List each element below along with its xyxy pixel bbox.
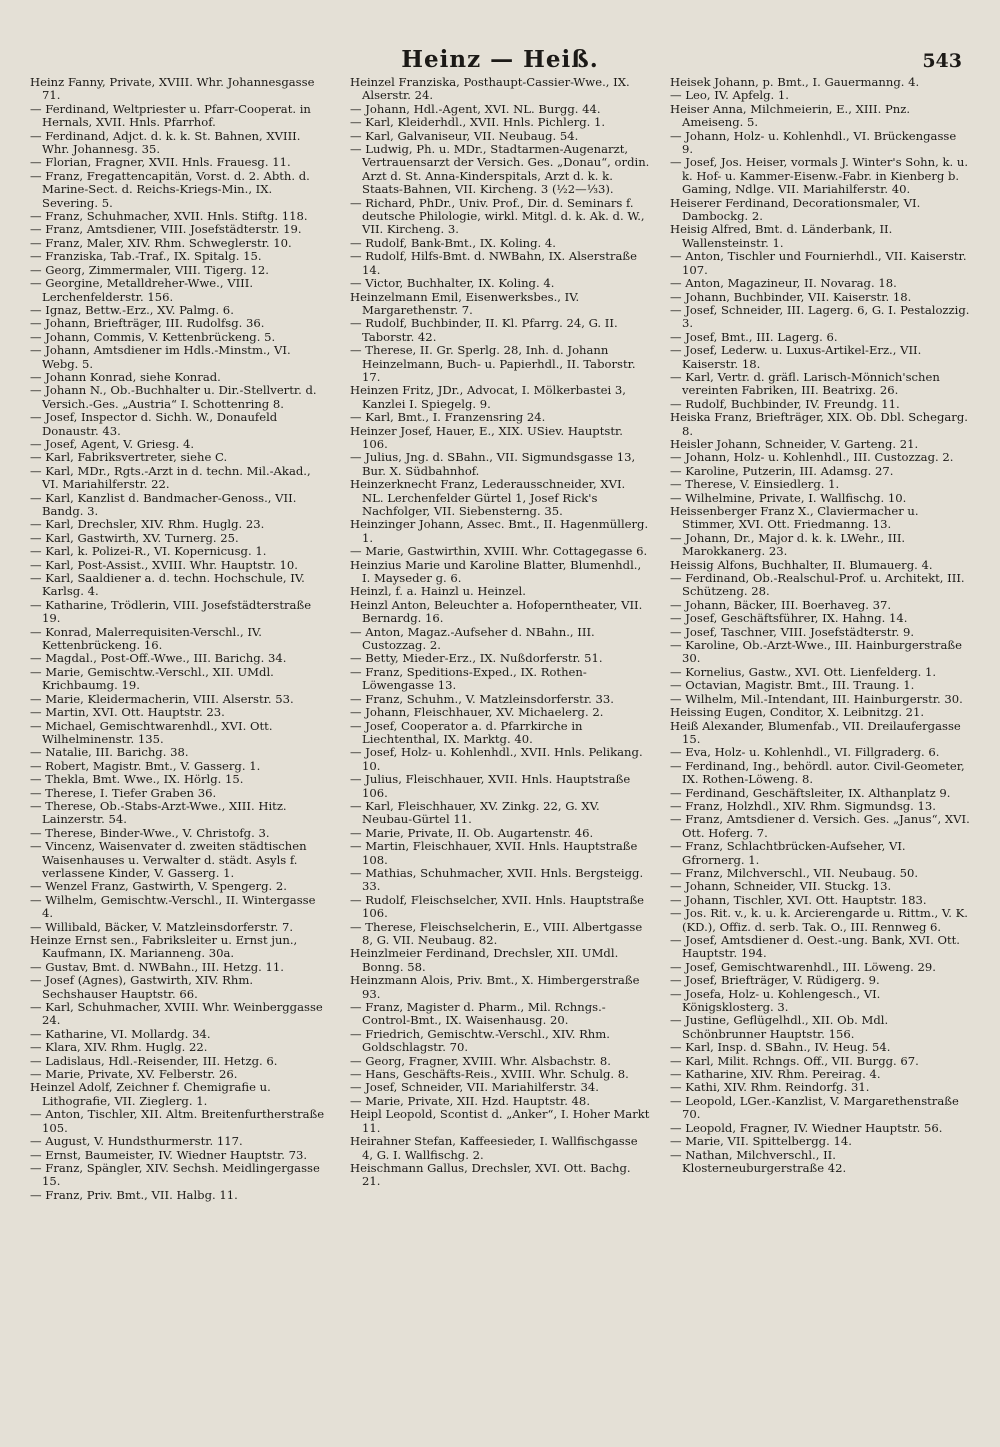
directory-entry: — Ernst, Baumeister, IV. Wiedner Hauptstr. 73. <box>30 1147 308 1162</box>
directory-entry: — Ferdinand, Ing., behördl. autor. Civil-Geometer, IX. Rothen-Löweng. 8. <box>670 758 965 787</box>
directory-entry: — Johann, Buchbinder, VII. Kaiserstr. 18. <box>670 289 912 304</box>
directory-entry: — Wenzel Franz, Gastwirth, V. Spengerg. 2. <box>30 879 287 894</box>
directory-entry: Heisek Johann, p. Bmt., I. Gauermanng. 4. <box>670 76 920 89</box>
directory-entry: Heinzer Josef, Hauer, E., XIX. USiev. Hauptstr. 106. <box>350 423 623 451</box>
directory-entry: Heirahner Stefan, Kaffeesieder, I. Wallfischgasse 4, G. I. Wallfischg. 2. <box>350 1134 638 1162</box>
directory-entry: — Josef, Holz- u. Kohlenhdl., XVII. Hnls. Pelikang. 10. <box>350 745 643 773</box>
directory-entry: — Michael, Gemischtwarenhdl., XVI. Ott. Wilhelminenstr. 135. <box>30 718 273 746</box>
directory-entry: — Franz, Fregattencapitän, Vorst. d. 2. Abth. d. Marine-Sect. d. Reichs-Kriegs-Min., IX. Severing. 5. <box>30 168 310 210</box>
directory-entry: — August, V. Hundsthurmerstr. 117. <box>30 1134 243 1149</box>
directory-entry: — Johann, Dr., Major d. k. k. LWehr., III. Marokkanerg. 23. <box>670 530 906 559</box>
directory-entry: — Johann, Fleischhauer, XV. Michaelerg. 2. <box>350 705 604 720</box>
directory-entry: — Wilhelm, Gemischtw.-Verschl., II. Wintergasse 4. <box>30 892 316 921</box>
directory-entry: Heinzlmeier Ferdinand, Drechsler, XII. UMdl. Bonng. 58. <box>350 946 619 974</box>
directory-entry: — Marie, Gemischtw.-Verschl., XII. UMdl. Krichbaumg. 19. <box>30 664 274 693</box>
directory-entry: — Marie, Gastwirthin, XVIII. Whr. Cottagegasse 6. <box>350 544 648 559</box>
directory-entry: — Leopold, Fragner, IV. Wiedner Hauptstr. 56. <box>670 1120 943 1135</box>
directory-entry: — Gustav, Bmt. d. NWBahn., III. Hetzg. 11. <box>30 959 284 974</box>
directory-entry: — Anton, Tischler und Fournierhdl., VII. Kaiserstr. 107. <box>670 249 967 277</box>
directory-entry: — Marie, Private, XV. Felberstr. 26. <box>30 1067 238 1082</box>
directory-entry: — Magdal., Post-Off.-Wwe., III. Barichg. 34. <box>30 651 287 666</box>
directory-entry: — Rudolf, Fleischselcher, XVII. Hnls. Hauptstraße 106. <box>350 892 645 921</box>
directory-entry: — Johann, Holz- u. Kohlenhdl., VI. Brückengasse 9. <box>670 128 957 157</box>
directory-entry: — Johann, Hdl.-Agent, XVI. NL. Burgg. 44. <box>350 101 601 116</box>
directory-entry: — Franz, Speditions-Exped., IX. Rothen-Löwengasse 13. <box>350 664 587 693</box>
directory-entry: — Franz, Spängler, XIV. Sechsh. Meidlingergasse 15. <box>30 1160 320 1189</box>
directory-entry: — Eva, Holz- u. Kohlenhdl., VI. Fillgraderg. 6. <box>670 745 940 760</box>
directory-entry: — Ferdinand, Ob.-Realschul-Prof. u. Architekt, III. Schützeng. 28. <box>670 571 965 599</box>
directory-entry: — Josef, Gemischtwarenhdl., III. Löweng. 29. <box>670 959 936 974</box>
directory-entry: — Mathias, Schuhmacher, XVII. Hnls. Bergsteigg. 33. <box>350 865 644 894</box>
directory-entry: — Thekla, Bmt. Wwe., IX. Hörlg. 15. <box>30 772 244 787</box>
column-left <box>30 76 330 1441</box>
directory-entry: — Karl, Milit. Rchngs. Off., VII. Burgg. 67. <box>670 1053 919 1068</box>
directory-entry: — Georg, Fragner, XVIII. Whr. Alsbachstr. 8. <box>350 1053 611 1068</box>
directory-entry: — Rudolf, Hilfs-Bmt. d. NWBahn, IX. Alserstraße 14. <box>350 249 637 277</box>
directory-entry: Heinzinger Johann, Assec. Bmt., II. Hagenmüllerg. 1. <box>350 517 649 545</box>
directory-entry: — Josef, Briefträger, V. Rüdigerg. 9. <box>670 973 880 988</box>
directory-entry: Heiß Alexander, Blumenfab., VII. Dreilaufergasse 15. <box>670 718 961 746</box>
directory-entry: — Natalie, III. Barichg. 38. <box>30 745 189 760</box>
column-right <box>670 76 970 1441</box>
directory-entry: — Karl, Fleischhauer, XV. Zinkg. 22, G. XV. Neubau-Gürtel 11. <box>350 798 600 827</box>
directory-entry: — Katharine, Trödlerin, VIII. Josefstädterstraße 19. <box>30 597 312 626</box>
directory-entry: — Richard, PhDr., Univ. Prof., Dir. d. Seminars f. deutsche Philologie, wirkl. Mitgl. d. k. Ak. d. W., VII. Kircheng. 3. <box>350 195 645 237</box>
directory-entry: — Franz, Magister d. Pharm., Mil. Rchngs.-Control-Bmt., IX. Waisenhausg. 20. <box>350 1000 606 1028</box>
directory-entry: Heipl Leopold, Scontist d. „Anker“, I. Hoher Markt 11. <box>350 1107 650 1135</box>
directory-entry: — Karl, Galvaniseur, VII. Neubaug. 54. <box>350 128 579 143</box>
directory-entry: — Martin, XVI. Ott. Hauptstr. 23. <box>30 705 225 720</box>
directory-entry: — Franz, Holzhdl., XIV. Rhm. Sigmundsg. 13. <box>670 798 936 813</box>
directory-entry: Heinzius Marie und Karoline Blatter, Blumenhdl., I. Mayseder g. 6. <box>350 557 642 586</box>
running-title: Heinz — Heiß. <box>401 46 599 73</box>
directory-entry: — Friedrich, Gemischtw.-Verschl., XIV. Rhm. Goldschlagstr. 70. <box>350 1026 610 1055</box>
directory-entry: — Karl, Kleiderhdl., XVII. Hnls. Pichlerg. 1. <box>350 115 606 130</box>
directory-entry: — Octavian, Magistr. Bmt., III. Traung. 1. <box>670 678 915 693</box>
directory-entry: Heinze Ernst sen., Fabriksleiter u. Ernst jun., Kaufmann, IX. Marianneng. 30a. <box>30 933 298 961</box>
directory-entry: — Karoline, Putzerin, III. Adamsg. 27. <box>670 463 894 478</box>
directory-entry: — Vincenz, Waisenvater d. zweiten städtischen Waisenhauses u. Verwalter d. städt. Asyls f. verlassene Kinder, V. Gasserg. 1. <box>30 839 307 880</box>
directory-entry: Heisler Johann, Schneider, V. Garteng. 21. <box>670 436 919 451</box>
directory-entry: — Karl, MDr., Rgts.-Arzt in d. techn. Mil.-Akad., VI. Mariahilferstr. 22. <box>30 463 311 492</box>
directory-entry: Heinz Fanny, Private, XVIII. Whr. Johannesgasse 71. <box>30 76 315 103</box>
directory-entry: — Julius, Jng. d. SBahn., VII. Sigmundsgasse 13, Bur. X. Südbahnhof. <box>350 450 636 478</box>
directory-entry: — Josef, Jos. Heiser, vormals J. Winter's Sohn, k. u. k. Hof- u. Kammer-Eisenw.-Fabr. in Kienberg b. Gaming, Ndlge. VII. Mariahilferstr. 40. <box>670 155 969 197</box>
directory-entry: — Katharine, VI. Mollardg. 34. <box>30 1026 211 1041</box>
directory-entry: — Wilhelmine, Private, I. Wallfischg. 10. <box>670 490 907 505</box>
directory-entry: — Josef, Schneider, III. Lagerg. 6, G. I. Pestalozzig. 3. <box>670 302 970 331</box>
directory-entry: — Marie, Private, XII. Hzd. Hauptstr. 48. <box>350 1093 590 1108</box>
directory-entry: — Johann, Holz- u. Kohlenhdl., III. Custozzag. 2. <box>670 450 954 465</box>
directory-entry: — Karl, Insp. d. SBahn., IV. Heug. 54. <box>670 1040 891 1055</box>
directory-entry: — Josef, Inspector d. Sichh. W., Donaufeld Donaustr. 43. <box>30 410 278 438</box>
directory-entry: — Justine, Geflügelhdl., XII. Ob. Mdl. Schönbrunner Hauptstr. 156. <box>670 1013 889 1041</box>
directory-entry: — Karl, Bmt., I. Franzensring 24. <box>350 410 546 425</box>
directory-entry: — Johann N., Ob.-Buchhalter u. Dir.-Stellvertr. d. Versich.-Ges. „Austria“ I. Schottenring 8. <box>30 383 317 411</box>
directory-entry: — Marie, Kleidermacherin, VIII. Alserstr. 53. <box>30 691 294 706</box>
directory-entry: — Willibald, Bäcker, V. Matzleinsdorferstr. 7. <box>30 919 294 934</box>
directory-entry: — Johann, Commis, V. Kettenbrückeng. 5. <box>30 329 276 344</box>
directory-entry: — Florian, Fragner, XVII. Hnls. Frauesg. 11. <box>30 155 291 170</box>
directory-entry: — Jos. Rit. v., k. u. k. Arcierengarde u. Rittm., V. K. (KD.), Offiz. d. serb. Tak. O., III. Rennweg 6. <box>670 906 968 934</box>
directory-entry: — Katharine, XIV. Rhm. Pereirag. 4. <box>670 1067 881 1082</box>
directory-entry: — Karl, k. Polizei-R., VI. Kopernicusg. 1. <box>30 544 267 559</box>
directory-entry: Heissenberger Franz X., Claviermacher u. Stimmer, XVI. Ott. Friedmanng. 13. <box>670 504 919 532</box>
directory-entry: — Franz, Schuhmacher, XVII. Hnls. Stiftg. 118. <box>30 209 308 224</box>
directory-entry: — Karl, Saaldiener a. d. techn. Hochschule, IV. Karlsg. 4. <box>30 571 305 599</box>
directory-entry: — Therese, Binder-Wwe., V. Christofg. 3. <box>30 825 270 840</box>
directory-entry: — Rudolf, Bank-Bmt., IX. Koling. 4. <box>350 235 556 250</box>
directory-entry: — Ferdinand, Geschäftsleiter, IX. Althanplatz 9. <box>670 785 951 800</box>
directory-entry: — Anton, Tischler, XII. Altm. Breitenfurtherstraße 105. <box>30 1107 325 1135</box>
directory-entry: — Martin, Fleischhauer, XVII. Hnls. Hauptstraße 108. <box>350 839 638 867</box>
directory-entry: — Leo, IV. Apfelg. 1. <box>670 88 789 103</box>
directory-entry: Heiserer Ferdinand, Decorationsmaler, VI. Dambockg. 2. <box>670 195 921 224</box>
directory-entry: Heinzel Adolf, Zeichner f. Chemigrafie u. Lithografie, VII. Zieglerg. 1. <box>30 1080 271 1108</box>
directory-entry: — Karl, Gastwirth, XV. Turnerg. 25. <box>30 530 239 545</box>
directory-entry: — Georgine, Metalldreher-Wwe., VIII. Lerchenfelderstr. 156. <box>30 276 254 304</box>
directory-entry: Heinzl, f. a. Hainzl u. Heinzel. <box>350 584 526 599</box>
directory-entry: — Josefa, Holz- u. Kohlengesch., VI. Königsklosterg. 3. <box>670 986 881 1015</box>
columns <box>30 76 970 1441</box>
directory-entry: — Karoline, Ob.-Arzt-Wwe., III. Hainburgerstraße 30. <box>670 638 962 666</box>
directory-entry: Heisig Alfred, Bmt. d. Länderbank, II. Wallensteinstr. 1. <box>670 222 893 250</box>
directory-entry: — Marie, Private, II. Ob. Augartenstr. 46. <box>350 825 594 840</box>
directory-entry: — Julius, Fleischhauer, XVII. Hnls. Hauptstraße 106. <box>350 772 631 800</box>
directory-entry: Heissing Eugen, Conditor, X. Leibnitzg. 21. <box>670 705 925 720</box>
directory-entry: — Anton, Magazineur, II. Novarag. 18. <box>670 276 897 291</box>
directory-entry: — Franziska, Tab.-Traf., IX. Spitalg. 15. <box>30 249 262 264</box>
column-middle <box>350 76 650 1441</box>
directory-entry: — Josef, Schneider, VII. Mariahilferstr. 34. <box>350 1080 599 1095</box>
directory-entry: — Josef (Agnes), Gastwirth, XIV. Rhm. Sechshauser Hauptstr. 66. <box>30 973 254 1001</box>
directory-entry: — Franz, Maler, XIV. Rhm. Schweglerstr. 10. <box>30 235 292 250</box>
directory-entry: — Hans, Geschäfts-Reis., XVIII. Whr. Schulg. 8. <box>350 1067 629 1082</box>
directory-entry: — Therese, V. Einsiedlerg. 1. <box>670 477 840 492</box>
page-header <box>30 46 970 76</box>
directory-entry: — Kathi, XIV. Rhm. Reindorfg. 31. <box>670 1080 870 1095</box>
directory-entry: — Johann, Amtsdiener im Hdls.-Minstm., VI. Webg. 5. <box>30 343 291 371</box>
directory-entry: — Marie, VII. Spittelbergg. 14. <box>670 1134 852 1149</box>
directory-entry: — Leopold, LGer.-Kanzlist, V. Margarethenstraße 70. <box>670 1093 959 1122</box>
directory-entry: — Karl, Drechsler, XIV. Rhm. Huglg. 23. <box>30 517 265 532</box>
directory-entry: — Johann, Tischler, XVI. Ott. Hauptstr. 183. <box>670 892 927 907</box>
directory-entry: — Josef, Lederw. u. Luxus-Artikel-Erz., VII. Kaiserstr. 18. <box>670 343 922 371</box>
directory-entry: Heiser Anna, Milchmeierin, E., XIII. Pnz. Ameiseng. 5. <box>670 101 911 130</box>
directory-entry: — Josef, Agent, V. Griesg. 4. <box>30 436 195 451</box>
directory-entry: — Johann, Bäcker, III. Boerhaveg. 37. <box>670 597 892 612</box>
directory-entry: — Franz, Schuhm., V. Matzleinsdorferstr. 33. <box>350 691 614 706</box>
directory-entry: Heinzmann Alois, Priv. Bmt., X. Himbergerstraße 93. <box>350 973 640 1001</box>
directory-entry: — Franz, Milchverschl., VII. Neubaug. 50. <box>670 865 919 880</box>
directory-entry: — Franz, Schlachtbrücken-Aufseher, VI. Gfrornerg. 1. <box>670 839 906 867</box>
directory-entry: — Josef, Bmt., III. Lagerg. 6. <box>670 329 838 344</box>
directory-entry: — Josef, Taschner, VIII. Josefstädterstr. 9. <box>670 624 915 639</box>
directory-entry: — Ferdinand, Weltpriester u. Pfarr-Cooperat. in Hernals, XVII. Hnls. Pfarrhof. <box>30 101 311 130</box>
directory-entry: — Georg, Zimmermaler, VIII. Tigerg. 12. <box>30 262 269 277</box>
directory-entry: Heiska Franz, Briefträger, XIX. Ob. Dbl. Schegarg. 8. <box>670 410 968 438</box>
directory-entry: Heissig Alfons, Buchhalter, II. Blumauerg. 4. <box>670 557 933 572</box>
directory-entry: — Franz, Priv. Bmt., VII. Halbg. 11. <box>30 1187 238 1202</box>
directory-entry: — Anton, Magaz.-Aufseher d. NBahn., III. Custozzag. 2. <box>350 624 595 653</box>
directory-entry: — Ignaz, Bettw.-Erz., XV. Palmg. 6. <box>30 302 234 317</box>
directory-entry: — Ludwig, Ph. u. MDr., Stadtarmen-Augenarzt, Vertrauensarzt der Versich. Ges. „Donau“, ordin. Arzt d. St. Anna-Kinderspitals, Arzt d. k. k. Staats-Bahnen, VII. Kircheng. 3 (½2—⅓3). <box>350 142 650 197</box>
directory-entry: — Kornelius, Gastw., XVI. Ott. Lienfelderg. 1. <box>670 664 937 679</box>
directory-entry: — Klara, XIV. Rhm. Huglg. 22. <box>30 1040 208 1055</box>
directory-entry: — Ferdinand, Adjct. d. k. k. St. Bahnen, XVIII. Whr. Johannesg. 35. <box>30 128 301 157</box>
directory-entry: — Johann, Briefträger, III. Rudolfsg. 36. <box>30 316 265 331</box>
directory-entry: — Victor, Buchhalter, IX. Koling. 4. <box>350 276 555 291</box>
directory-entry: — Nathan, Milchverschl., II. Klosterneuburgerstraße 42. <box>670 1147 847 1175</box>
directory-entry: — Therese, II. Gr. Sperlg. 28, Inh. d. Johann Heinzelmann, Buch- u. Papierhdl., II. Taborstr. 17. <box>350 343 636 384</box>
directory-entry: — Karl, Vertr. d. gräfl. Larisch-Mönnich'schen vereinten Fabriken, III. Beatrixg. 26. <box>670 369 940 398</box>
directory-entry: — Rudolf, Buchbinder, II. Kl. Pfarrg. 24, G. II. Taborstr. 42. <box>350 316 618 344</box>
directory-entry: — Rudolf, Buchbinder, IV. Freundg. 11. <box>670 396 900 411</box>
directory-entry: — Karl, Post-Assist., XVIII. Whr. Hauptstr. 10. <box>30 557 298 572</box>
directory-entry: — Karl, Kanzlist d. Bandmacher-Genoss., VII. Bandg. 3. <box>30 490 297 518</box>
directory-entry: — Robert, Magistr. Bmt., V. Gasserg. 1. <box>30 758 261 773</box>
directory-entry: Heinzen Fritz, JDr., Advocat, I. Mölkerbastei 3, Kanzlei I. Spiegelg. 9. <box>350 383 626 411</box>
directory-entry: — Franz, Amtsdiener d. Versich. Ges. „Janus“, XVI. Ott. Hoferg. 7. <box>670 812 970 840</box>
directory-entry: — Therese, Ob.-Stabs-Arzt-Wwe., XIII. Hitz. Lainzerstr. 54. <box>30 798 287 827</box>
directory-entry: — Wilhelm, Mil.-Intendant, III. Hainburgerstr. 30. <box>670 691 963 706</box>
directory-entry: — Josef, Geschäftsführer, IX. Hahng. 14. <box>670 611 908 626</box>
directory-entry: — Johann, Schneider, VII. Stuckg. 13. <box>670 879 892 894</box>
directory-entry: Heinzelmann Emil, Eisenwerksbes., IV. Margarethenstr. 7. <box>350 289 580 317</box>
directory-entry: Heinzel Franziska, Posthaupt-Cassier-Wwe., IX. Alserstr. 24. <box>350 76 630 103</box>
directory-entry: — Therese, Fleischselcherin, E., VIII. Albertgasse 8, G. VII. Neubaug. 82. <box>350 919 643 947</box>
directory-entry: — Karl, Fabriksvertreter, siehe C. <box>30 450 228 465</box>
directory-entry: — Betty, Mieder-Erz., IX. Nußdorferstr. 51. <box>350 651 603 666</box>
page-number: 543 <box>922 50 962 72</box>
directory-entry: — Josef, Cooperator a. d. Pfarrkirche in Liechtenthal, IX. Marktg. 40. <box>350 718 583 746</box>
directory-entry: — Josef, Amtsdiener d. Oest.-ung. Bank, XVI. Ott. Hauptstr. 194. <box>670 933 960 961</box>
directory-entry: Heinzl Anton, Beleuchter a. Hofoperntheater, VII. Bernardg. 16. <box>350 597 643 626</box>
directory-entry: — Therese, I. Tiefer Graben 36. <box>30 785 217 800</box>
directory-entry: — Konrad, Malerrequisiten-Verschl., IV. Kettenbrückeng. 16. <box>30 624 262 653</box>
directory-entry: — Franz, Amtsdiener, VIII. Josefstädterstr. 19. <box>30 222 302 237</box>
directory-entry: — Ladislaus, Hdl.-Reisender, III. Hetzg. 6. <box>30 1053 278 1068</box>
directory-entry: — Johann Konrad, siehe Konrad. <box>30 369 221 384</box>
directory-entry: — Karl, Schuhmacher, XVIII. Whr. Weinberggasse 24. <box>30 1000 323 1028</box>
directory-entry: Heinzerknecht Franz, Lederausschneider, XVI. NL. Lerchenfelder Gürtel 1, Josef Rick's Nachfolger, VII. Siebensterng. 35. <box>350 477 626 518</box>
directory-entry: Heischmann Gallus, Drechsler, XVI. Ott. Bachg. 21. <box>350 1160 631 1189</box>
